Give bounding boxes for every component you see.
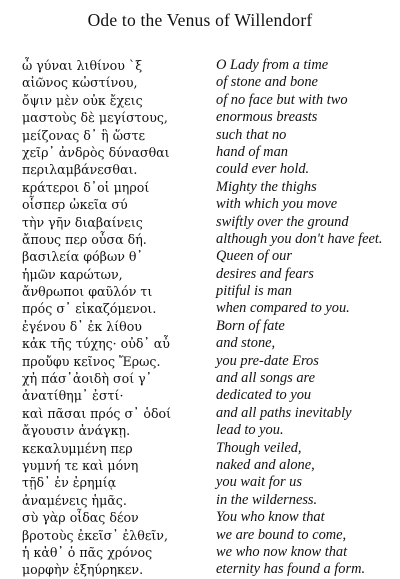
english-line: lead to you.: [216, 422, 284, 439]
english-line: Born of fate: [216, 317, 285, 334]
english-line: of no face but with two: [216, 91, 348, 108]
greek-line: βροτοὺς ἐκεῖσ᾽ ἐλθεῖν,: [22, 527, 168, 543]
greek-line: περιλαμβάνεσθαι.: [22, 162, 138, 178]
greek-line: χἠ πάσ᾽ἀοιδὴ σοί γ᾽: [22, 371, 152, 387]
greek-line: αἰῶνος κὠστίνου,: [22, 75, 138, 91]
poem-title: Ode to the Venus of Willendorf: [87, 10, 313, 30]
greek-line: ἄπους περ οὖσα δή.: [22, 231, 147, 247]
english-line: you wait for us: [216, 474, 302, 491]
english-line: and all songs are: [216, 370, 316, 387]
greek-line: ἀναμένεις ἡμᾶς.: [22, 492, 127, 508]
greek-line: πρός σ᾽ εἰκαζόμενοι.: [22, 301, 157, 317]
english-line: desires and fears: [216, 265, 314, 282]
english-line: with which you move: [216, 196, 338, 213]
greek-line: ἀνατίθημ᾽ ἐστί·: [22, 388, 124, 404]
greek-line: σὺ γὰρ οἶδας δέον: [22, 510, 139, 526]
english-line: Mighty the thighs: [216, 178, 317, 195]
english-line: and stone,: [216, 335, 276, 352]
english-line: Queen of our: [216, 248, 292, 265]
english-line: hand of man: [216, 143, 288, 160]
greek-line: ἐγένου δ᾽ ἐκ λίθου: [22, 318, 142, 334]
greek-line: χεῖρ᾽ ἀνδρὸς δύνασθαι: [22, 144, 170, 160]
english-line: we who now know that: [216, 543, 348, 560]
greek-line: γυμνή τε καὶ μόνη: [22, 457, 139, 473]
english-translation-column: [216, 57, 396, 579]
english-line: although you don't have feet.: [216, 230, 383, 247]
english-line: You who know that: [216, 509, 325, 526]
greek-line: ὦ γύναι λιθίνου `ξ: [22, 58, 143, 73]
english-line: when compared to you.: [216, 300, 350, 317]
greek-line: τῇδ᾽ ἐν ἐρημίᾳ: [22, 475, 117, 491]
english-line: naked and alone,: [216, 456, 315, 473]
english-line: pitiful is man: [216, 283, 292, 300]
greek-line: κράτεροι δ᾽οἱ μηροί: [22, 179, 150, 195]
greek-line: κεκαλυμμένη περ: [22, 440, 133, 456]
greek-line: οἷσπερ ὠκεῖα σύ: [22, 197, 128, 213]
greek-line: βασιλεία φόβων θ᾽: [22, 249, 143, 265]
greek-line: ἡμῶν καρώτων,: [22, 266, 123, 282]
english-line: Though veiled,: [216, 439, 302, 456]
english-line: dedicated to you: [216, 387, 312, 404]
greek-line: καὶ πᾶσαι πρός σ᾽ ὁδοί: [22, 405, 172, 421]
english-line: we are bound to come,: [216, 526, 347, 543]
greek-line: κἀκ τῆς τύχης· οὐδ᾽ αὖ: [22, 336, 170, 352]
english-line: you pre-date Eros: [216, 352, 319, 369]
english-line: in the wilderness.: [216, 491, 318, 508]
english-line: enormous breasts: [216, 109, 318, 126]
greek-line: ἄνθρωποι φαῦλόν τι: [22, 284, 153, 300]
english-line: and all paths inevitably: [216, 404, 352, 421]
greek-line: ἄγουσιν ἀνάγκῃ.: [22, 423, 131, 439]
greek-line: μορφὴν ἐξηύρηκεν.: [22, 562, 144, 578]
english-line: could ever hold.: [216, 161, 310, 178]
english-line: eternity has found a form.: [216, 561, 366, 578]
greek-line: τὴν γῆν διαβαίνεις: [22, 214, 143, 230]
greek-line: προὔφυ κεῖνος Ἔρως.: [22, 353, 161, 369]
english-line: such that no: [216, 126, 287, 143]
greek-line: ὄψιν μὲν οὐκ ἔχεις: [22, 92, 143, 108]
english-line: O Lady from a time: [216, 57, 329, 73]
greek-line: ἡ κἀθ᾽ ὁ πᾶς χρόνος: [22, 544, 153, 560]
english-line: of stone and bone: [216, 74, 318, 91]
greek-line: μαστοὺς δὲ μεγίστους,: [22, 110, 168, 126]
english-line: swiftly over the ground: [216, 213, 349, 230]
greek-text-column: [22, 57, 212, 579]
greek-line: μείζονας δ᾽ ἣ ὥστε: [22, 127, 146, 143]
